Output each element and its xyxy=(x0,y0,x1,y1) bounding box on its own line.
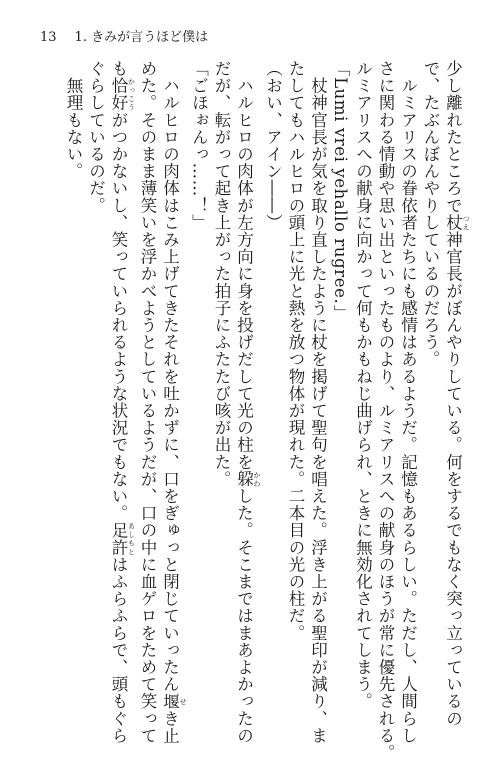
text-line xyxy=(284,60,307,670)
text-line xyxy=(84,60,107,670)
text-segment: 杖神官長が気を取り直したように杖を掲げて聖句を唱えた。浮き上がる聖印が減り、ま xyxy=(308,60,328,744)
text-line xyxy=(210,60,233,670)
ruby-word xyxy=(443,213,470,232)
text-line xyxy=(396,60,419,744)
text-line xyxy=(136,60,159,744)
text-segment: がつかないし、笑っていられるような状況でもない。 xyxy=(109,111,128,522)
text-segment: も xyxy=(109,60,128,78)
ruby-base: 堰 xyxy=(160,692,180,710)
text-segment: 少し離れたところで xyxy=(443,60,463,214)
ruby-reading: かっこう xyxy=(127,77,136,112)
ruby-reading: あしもと xyxy=(127,521,136,556)
ruby-word xyxy=(234,470,261,488)
text-line xyxy=(232,60,261,745)
page-number: 13 xyxy=(40,30,57,45)
text-segment: 神官長がぼんやりしている。何をするでもなく突っ立っているの xyxy=(443,231,463,727)
text-segment: 無理もない。 xyxy=(64,60,83,180)
ruby-reading: せ xyxy=(179,692,187,710)
text-line xyxy=(419,60,442,670)
vertical-text-block xyxy=(30,60,470,761)
ruby-reading: つえ xyxy=(462,213,470,231)
text-segment: たしてもハルヒロの頭上に光と熱を放つ物体が現れた。二本目の光の柱だ。 xyxy=(286,60,305,642)
text-segment: ぐらしているのだ。 xyxy=(86,60,106,214)
text-segment: した。そこまではまあよかったの xyxy=(234,487,254,745)
ruby-base: 恰好 xyxy=(109,77,128,112)
text-line xyxy=(158,60,187,745)
text-segment: はふらふらで、頭もぐら xyxy=(109,555,128,745)
text-line xyxy=(62,60,85,670)
text-segment: 「ごほぉんっ……！」 xyxy=(189,60,209,231)
ruby-base: 躱 xyxy=(234,470,254,488)
text-segment: き止 xyxy=(160,709,180,745)
text-line xyxy=(441,60,470,727)
ruby-word xyxy=(160,692,187,710)
text-segment: 「Lumi vrei yehallo rugree.」 xyxy=(331,60,350,322)
text-segment: で、たぶんぼんやりしているのだろう。 xyxy=(421,60,440,368)
text-line xyxy=(374,60,397,761)
text-line xyxy=(351,60,374,710)
text-segment: さに関わる情動や思い出といったものより、ルミアリスへの献身のほうが常に優先される。 xyxy=(376,60,395,761)
ruby-base: 杖 xyxy=(443,213,463,232)
ruby-word xyxy=(109,521,136,556)
text-segment: ルミアリスへの献身に向かって何もかもねじ曲げられ、ときに無効化されてしまう。 xyxy=(353,60,373,710)
ruby-base: 足許 xyxy=(109,521,128,556)
text-segment: だが、転がって起き上がった拍子にふたたび咳が出た。 xyxy=(212,60,231,488)
text-line xyxy=(261,60,284,670)
text-line xyxy=(187,60,210,670)
text-segment: めた。そのまま薄笑いを浮かべようとしているようだが、口の中に血ゲロをためて笑って xyxy=(138,60,157,744)
text-line xyxy=(107,60,136,745)
text-segment: ハルヒロの肉体が左方向に身を投げだして光の柱を xyxy=(234,60,254,471)
text-line xyxy=(329,60,352,670)
ruby-reading: かわ xyxy=(253,470,261,488)
text-segment: ハルヒロの肉体はこみ上げてきたそれを吐かずに、口をぎゅっと閉じていったん xyxy=(160,60,180,693)
text-segment: （おい、アイン――） xyxy=(263,60,283,231)
ruby-word xyxy=(109,77,136,112)
running-head xyxy=(40,30,208,46)
chapter-title: 1. きみが言うほど僕は xyxy=(74,30,209,45)
text-segment: ルミアリスの眷依者たちにも感情はあるようだ。記憶もあるらしい。ただし、人間らし xyxy=(398,60,418,744)
text-line xyxy=(306,60,329,744)
